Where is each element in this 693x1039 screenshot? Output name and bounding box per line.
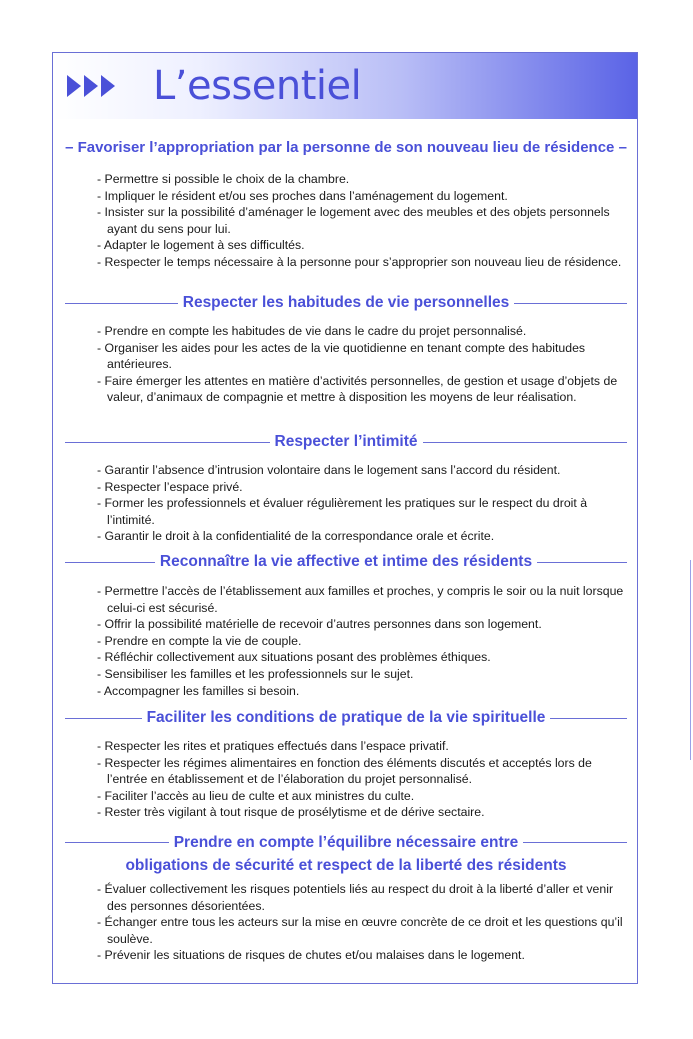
section-heading-safety-liberty <box>65 831 627 877</box>
section-1-list <box>97 171 633 271</box>
page-title: L’essentiel <box>153 63 362 109</box>
section-heading-text: Respecter les habitudes de vie personnelles <box>182 294 510 311</box>
section-6-list <box>97 881 633 964</box>
section-heading-intimacy <box>65 433 627 451</box>
list-item: - Faciliter l’accès au lieu de culte et aux ministres du culte. <box>97 788 633 805</box>
list-item: - Accompagner les familles si besoin. <box>97 683 633 700</box>
summary-box <box>52 52 638 984</box>
divider <box>537 562 627 563</box>
section-heading-habits <box>65 294 627 312</box>
section-heading-spiritual <box>65 709 627 727</box>
section-heading-affective <box>65 553 627 571</box>
list-item: - Sensibiliser les familles et les professionnels sur le sujet. <box>97 666 633 683</box>
triple-arrow-icon <box>67 75 118 99</box>
list-item: - Impliquer le résident et/ou ses proches dans l’aménagement du logement. <box>97 188 633 205</box>
list-item: - Évaluer collectivement les risques potentiels liés au respect du droit à la liberté d’aller et venir des personnes désorientées. <box>97 881 633 914</box>
list-item: - Permettre si possible le choix de la chambre. <box>97 171 633 188</box>
list-item: - Respecter les rites et pratiques effectués dans l’espace privatif. <box>97 738 633 755</box>
divider <box>65 442 270 443</box>
divider <box>65 842 169 843</box>
list-item: - Permettre l’accès de l’établissement aux familles et proches, y compris le soir ou la nuit lorsque celui-ci est sécurisé. <box>97 583 633 616</box>
list-item: - Respecter l’espace privé. <box>97 479 633 496</box>
list-item: - Former les professionnels et évaluer régulièrement les pratiques sur le respect du droit à l’intimité. <box>97 495 633 528</box>
divider <box>65 718 142 719</box>
list-item: - Garantir le droit à la confidentialité de la correspondance orale et écrite. <box>97 528 633 545</box>
list-item: - Respecter les régimes alimentaires en fonction des éléments discutés et acceptés lors de l’entrée en établissement et de l’élaboration du projet personnalisé. <box>97 755 633 788</box>
divider <box>523 842 627 843</box>
section-4-list <box>97 583 633 699</box>
list-item: - Prendre en compte les habitudes de vie dans le cadre du projet personnalisé. <box>97 323 633 340</box>
divider <box>65 303 178 304</box>
intro-heading-text: – Favoriser l’appropriation par la personne de son nouveau lieu de résidence – <box>65 139 627 156</box>
list-item: - Prévenir les situations de risques de chutes et/ou malaises dans le logement. <box>97 947 633 964</box>
list-item: - Échanger entre tous les acteurs sur la mise en œuvre concrète de ce droit et les questions qu’il soulève. <box>97 914 633 947</box>
section-heading-text: Prendre en compte l’équilibre nécessaire entre <box>173 834 519 851</box>
section-2-list <box>97 323 633 406</box>
list-item: - Rester très vigilant à tout risque de prosélytisme et de dérive sectaire. <box>97 804 633 821</box>
divider <box>514 303 627 304</box>
title-banner <box>53 53 637 119</box>
section-5-list <box>97 738 633 821</box>
divider <box>550 718 627 719</box>
divider <box>65 562 155 563</box>
section-heading-text-line2: obligations de sécurité et respect de la liberté des résidents <box>125 857 567 874</box>
list-item: - Faire émerger les attentes en matière d’activités personnelles, de gestion et usage d’objets de valeur, d’animaux de compagnie et mettre à disposition les moyens de leur réalisation. <box>97 373 633 406</box>
list-item: - Organiser les aides pour les actes de la vie quotidienne en tenant compte des habitudes antérieures. <box>97 340 633 373</box>
section-heading-text: Reconnaître la vie affective et intime des résidents <box>159 553 533 570</box>
section-heading-text: Respecter l’intimité <box>274 433 418 450</box>
list-item: - Insister sur la possibilité d’aménager le logement avec des meubles et des objets personnels ayant du sens pour lui. <box>97 204 633 237</box>
divider <box>423 442 628 443</box>
list-item: - Prendre en compte la vie de couple. <box>97 633 633 650</box>
section-3-list <box>97 462 633 545</box>
list-item: - Respecter le temps nécessaire à la personne pour s’approprier son nouveau lieu de résidence. <box>97 254 633 271</box>
page-edge-mark <box>690 560 691 760</box>
list-item: - Garantir l’absence d’intrusion volontaire dans le logement sans l’accord du résident. <box>97 462 633 479</box>
intro-heading <box>65 139 627 156</box>
list-item: - Offrir la possibilité matérielle de recevoir d’autres personnes dans son logement. <box>97 616 633 633</box>
list-item: - Réfléchir collectivement aux situations posant des problèmes éthiques. <box>97 649 633 666</box>
list-item: - Adapter le logement à ses difficultés. <box>97 237 633 254</box>
section-heading-text: Faciliter les conditions de pratique de la vie spirituelle <box>146 709 546 726</box>
